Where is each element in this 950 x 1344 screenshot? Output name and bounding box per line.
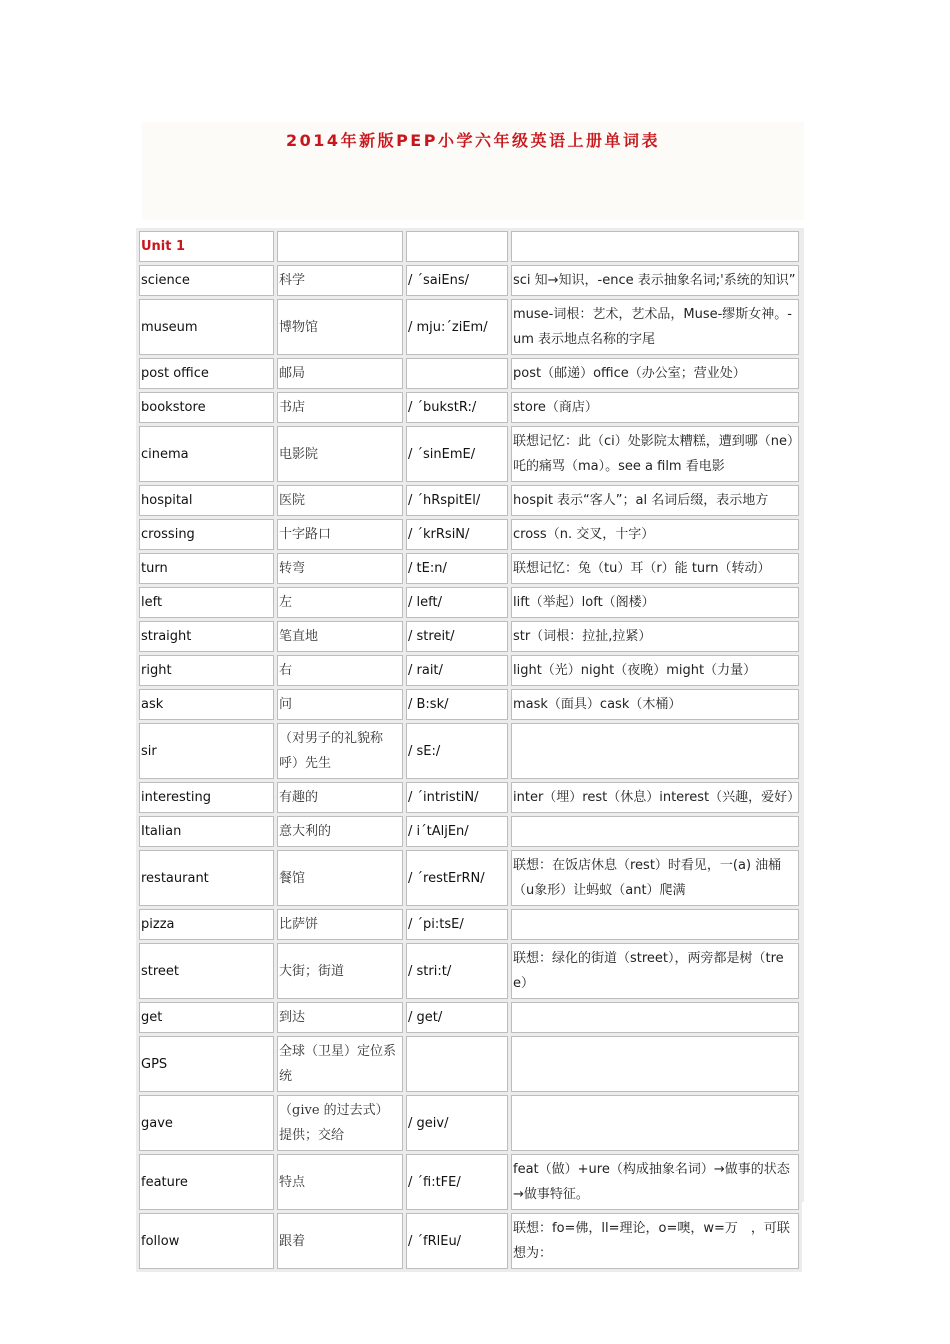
table-row — [139, 1036, 799, 1092]
table-row — [139, 519, 799, 550]
phonetic-cell: / left/ — [406, 587, 508, 618]
phonetic-cell: / ´intristiN/ — [406, 782, 508, 813]
phonetic-cell — [406, 1036, 508, 1092]
meaning-cell: 大街；街道 — [277, 943, 403, 999]
word-cell: bookstore — [139, 392, 274, 423]
note-cell: hospit 表示“客人”；al 名词后缀，表示地方 — [511, 485, 799, 516]
title-band — [142, 122, 804, 220]
meaning-cell: 邮局 — [277, 358, 403, 389]
phonetic-cell: / geiv/ — [406, 1095, 508, 1151]
phonetic-cell: / i´tAljEn/ — [406, 816, 508, 847]
word-cell: right — [139, 655, 274, 686]
table-row — [139, 299, 799, 355]
vocabulary-table — [136, 228, 802, 1272]
word-cell: cinema — [139, 426, 274, 482]
page-title: 2014年新版PEP小学六年级英语上册单词表 — [286, 131, 660, 150]
meaning-cell: 笔直地 — [277, 621, 403, 652]
note-cell: inter（埋）rest（休息）interest（兴趣，爱好） — [511, 782, 799, 813]
note-cell: 联想：fo=佛，ll=理论，o=噢，w=万 ，可联想为： — [511, 1213, 799, 1269]
meaning-cell: 问 — [277, 689, 403, 720]
meaning-cell: 左 — [277, 587, 403, 618]
word-cell: get — [139, 1002, 274, 1033]
vocabulary-table-container — [136, 228, 804, 1261]
word-cell: left — [139, 587, 274, 618]
empty-cell — [511, 231, 799, 262]
word-cell: ask — [139, 689, 274, 720]
unit-header-row — [139, 231, 799, 262]
phonetic-cell: / ´pi:tsE/ — [406, 909, 508, 940]
word-cell: hospital — [139, 485, 274, 516]
word-cell: restaurant — [139, 850, 274, 906]
note-cell: 联想：在饭店休息（rest）时看见，一(a) 油桶（u象形）让蚂蚁（ant）爬满 — [511, 850, 799, 906]
phonetic-cell: / ´hRspitEl/ — [406, 485, 508, 516]
phonetic-cell: / tE:n/ — [406, 553, 508, 584]
meaning-cell: 书店 — [277, 392, 403, 423]
note-cell — [511, 909, 799, 940]
phonetic-cell: / rait/ — [406, 655, 508, 686]
word-cell: sir — [139, 723, 274, 779]
table-row — [139, 1213, 799, 1269]
meaning-cell: （对男子的礼貌称呼）先生 — [277, 723, 403, 779]
table-row — [139, 689, 799, 720]
word-cell: museum — [139, 299, 274, 355]
note-cell: 联想记忆：兔（tu）耳（r）能 turn（转动） — [511, 553, 799, 584]
phonetic-cell: / get/ — [406, 1002, 508, 1033]
word-cell: Italian — [139, 816, 274, 847]
table-row — [139, 553, 799, 584]
table-row — [139, 816, 799, 847]
note-cell: mask（面具）cask（木桶） — [511, 689, 799, 720]
phonetic-cell: / ´krRsiN/ — [406, 519, 508, 550]
note-cell — [511, 1002, 799, 1033]
word-cell: crossing — [139, 519, 274, 550]
note-cell: cross（n. 交叉，十字） — [511, 519, 799, 550]
phonetic-cell: / ´restErRN/ — [406, 850, 508, 906]
note-cell — [511, 723, 799, 779]
note-cell: post（邮递）office（办公室；营业处） — [511, 358, 799, 389]
meaning-cell: （give 的过去式）提供；交给 — [277, 1095, 403, 1151]
meaning-cell: 医院 — [277, 485, 403, 516]
meaning-cell: 特点 — [277, 1154, 403, 1210]
word-cell: straight — [139, 621, 274, 652]
note-cell: muse-词根：艺术，艺术品，Muse-缪斯女神。-um 表示地点名称的字尾 — [511, 299, 799, 355]
table-row — [139, 358, 799, 389]
phonetic-cell: / ´fRlEu/ — [406, 1213, 508, 1269]
table-row — [139, 265, 799, 296]
phonetic-cell: / ´bukstR:/ — [406, 392, 508, 423]
unit-label-cell — [139, 231, 274, 262]
vocabulary-table-body — [139, 231, 799, 1269]
note-cell — [511, 816, 799, 847]
meaning-cell: 跟着 — [277, 1213, 403, 1269]
note-cell: sci 知→知识，-ence 表示抽象名词;'系统的知识” — [511, 265, 799, 296]
table-row — [139, 621, 799, 652]
table-row — [139, 1154, 799, 1210]
table-row — [139, 1095, 799, 1151]
empty-cell — [277, 231, 403, 262]
phonetic-cell: / B:sk/ — [406, 689, 508, 720]
meaning-cell: 到达 — [277, 1002, 403, 1033]
meaning-cell: 全球（卫星）定位系统 — [277, 1036, 403, 1092]
word-cell: gave — [139, 1095, 274, 1151]
table-row — [139, 392, 799, 423]
phonetic-cell — [406, 358, 508, 389]
phonetic-cell: / ´sinEmE/ — [406, 426, 508, 482]
note-cell: light（光）night（夜晚）might（力量） — [511, 655, 799, 686]
table-row — [139, 426, 799, 482]
table-row — [139, 909, 799, 940]
note-cell: 联想记忆：此（ci）处影院太糟糕，遭到哪（ne）吒的痛骂（ma）。see a film 看电影 — [511, 426, 799, 482]
meaning-cell: 十字路口 — [277, 519, 403, 550]
table-row — [139, 655, 799, 686]
word-cell: street — [139, 943, 274, 999]
phonetic-cell: / stri:t/ — [406, 943, 508, 999]
note-cell: feat（做）+ure（构成抽象名词）→做事的状态→做事特征。 — [511, 1154, 799, 1210]
table-row — [139, 485, 799, 516]
table-row — [139, 943, 799, 999]
note-cell: lift（举起）loft（阁楼） — [511, 587, 799, 618]
table-row — [139, 782, 799, 813]
meaning-cell: 右 — [277, 655, 403, 686]
table-row — [139, 1002, 799, 1033]
note-cell: store（商店） — [511, 392, 799, 423]
meaning-cell: 比萨饼 — [277, 909, 403, 940]
meaning-cell: 意大利的 — [277, 816, 403, 847]
word-cell: interesting — [139, 782, 274, 813]
note-cell — [511, 1095, 799, 1151]
phonetic-cell: / sE:/ — [406, 723, 508, 779]
phonetic-cell: / ´saiEns/ — [406, 265, 508, 296]
meaning-cell: 科学 — [277, 265, 403, 296]
word-cell: follow — [139, 1213, 274, 1269]
table-row — [139, 723, 799, 779]
unit-label: Unit 1 — [141, 239, 186, 254]
table-row — [139, 850, 799, 906]
note-cell — [511, 1036, 799, 1092]
empty-cell — [406, 231, 508, 262]
word-cell: GPS — [139, 1036, 274, 1092]
word-cell: pizza — [139, 909, 274, 940]
word-cell: turn — [139, 553, 274, 584]
meaning-cell: 餐馆 — [277, 850, 403, 906]
meaning-cell: 转弯 — [277, 553, 403, 584]
word-cell: feature — [139, 1154, 274, 1210]
phonetic-cell: / ´fi:tFE/ — [406, 1154, 508, 1210]
table-row — [139, 587, 799, 618]
word-cell: post office — [139, 358, 274, 389]
note-cell: str（词根：拉扯,拉紧） — [511, 621, 799, 652]
word-cell: science — [139, 265, 274, 296]
meaning-cell: 博物馆 — [277, 299, 403, 355]
phonetic-cell: / streit/ — [406, 621, 508, 652]
meaning-cell: 电影院 — [277, 426, 403, 482]
note-cell: 联想：绿化的街道（street），两旁都是树（tree） — [511, 943, 799, 999]
phonetic-cell: / mju:´ziEm/ — [406, 299, 508, 355]
meaning-cell: 有趣的 — [277, 782, 403, 813]
